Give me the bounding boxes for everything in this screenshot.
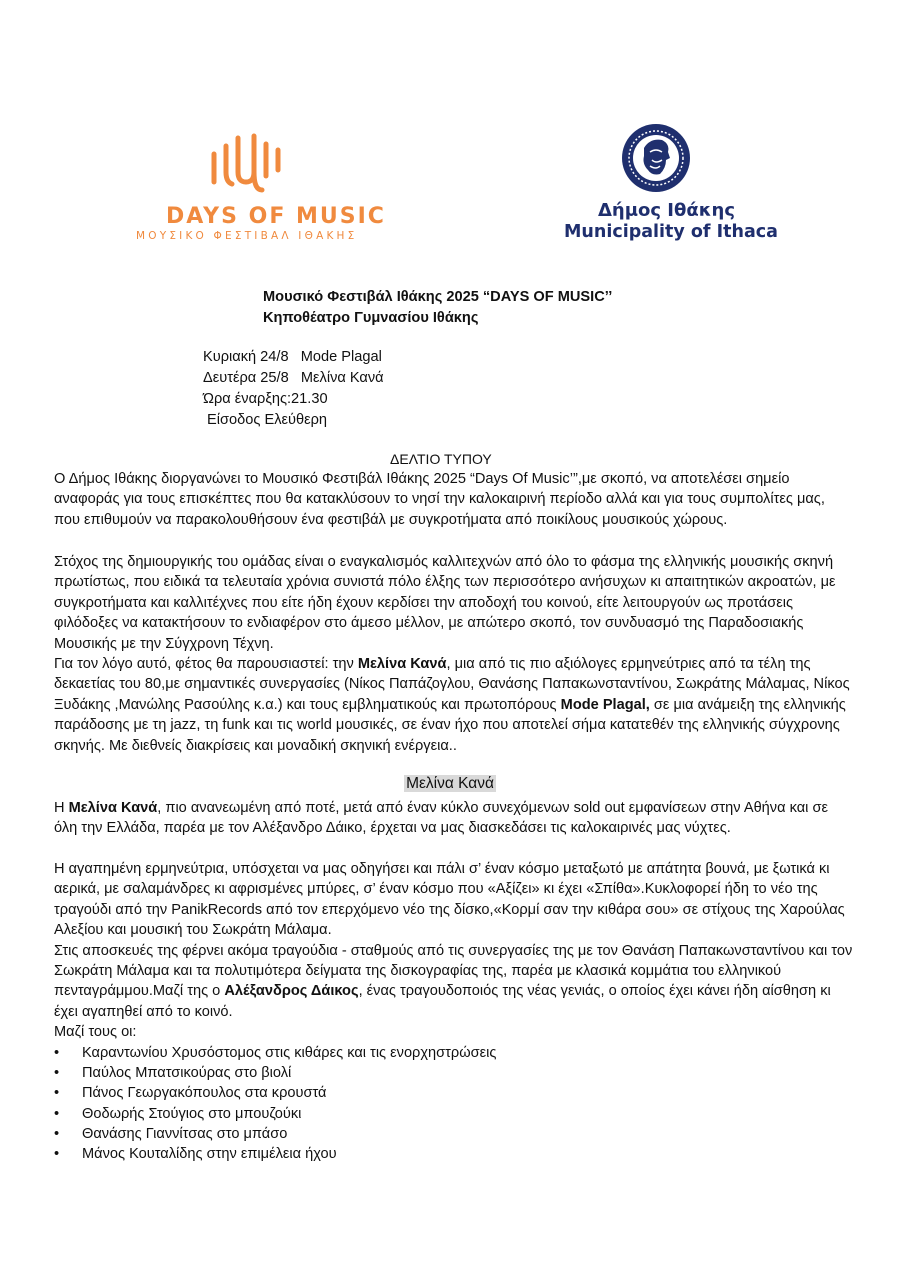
municipality-name-greek: Δήμος Ιθάκης	[598, 200, 735, 221]
days-of-music-subtitle: ΜΟΥΣΙΚΟ ΦΕΣΤΙΒΑΛ ΙΘΑΚΗΣ	[136, 230, 358, 242]
days-of-music-title: DAYS OF MUSIC	[166, 204, 386, 229]
list-item: • Θανάσης Γιαννίτσας στο μπάσο	[54, 1124, 496, 1144]
list-item: • Θοδωρής Στούγιος στο μπουζούκι	[54, 1104, 496, 1124]
schedule-line: Κυριακή 24/8 Mode Plagal	[203, 349, 382, 365]
festival-header	[263, 287, 612, 329]
municipality-name-english: Municipality of Ithaca	[564, 222, 778, 242]
list-item: • Καραντωνίου Χρυσόστομος στις κιθάρες και τις ενορχηστρώσεις	[54, 1043, 496, 1063]
sound-wave-icon	[208, 132, 288, 200]
paragraph-text: Στόχος της δημιουργικής του ομάδας είναι ο εναγκαλισμός καλλιτεχνών από όλο το φάσμα της ελληνικής μουσικής σκηνή πρωτίστως, που ειδικά τα τελευταία χρόνια συνιστά πόλο έλξης των περισσότερο ανήσυχων κι απαιτητικών ακροατών, με συγκροτήματα και καλλιτέχνες που είτε ήδη έχουν κερδίσει την αποδοχή του κοινού, είτε λειτουργούν ως προτάσεις φιλόδοξες να κατακτήσουν το ενδιαφέρον στο άμεσο μέλλον, με απώτερο σκοπό, τον συνδυασμό της Παραδοσιακής Μουσικής με την Σύγχρονη Τέχνη.	[54, 554, 836, 652]
days-of-music-logo	[136, 132, 386, 242]
intro-paragraph	[54, 469, 854, 530]
goal-paragraph	[54, 552, 854, 756]
schedule-line: Ώρα έναρξης:21.30	[203, 391, 328, 407]
band-members-list	[54, 1043, 496, 1164]
section-heading: Μελίνα Κανά	[406, 775, 494, 792]
paragraph-text: Ο Δήμος Ιθάκης διοργανώνει το Μουσικό Φεστιβάλ Ιθάκης 2025 “Days Of Music’”,με σκοπό, να αποτελέσει σημείο αναφοράς για τους επισκέπτες που θα κατακλύσουν το νησί την καλοκαιρινή περίοδο αλλά και για τους συμπολίτες μας, που επιθυμούν να παρακολουθήσουν ένα φεστιβάλ με συγκροτήματα από ποικίλους μουσικούς χώρους.	[54, 471, 825, 528]
list-item: • Μάνος Κουταλίδης στην επιμέλεια ήχου	[54, 1144, 496, 1164]
melina-details-paragraph	[54, 859, 854, 1043]
festival-venue: Κηποθέατρο Γυμνασίου Ιθάκης	[263, 310, 479, 326]
repertoire-paragraph: Στις αποσκευές της φέρνει ακόμα τραγούδια - σταθμούς από τις συνεργασίες της με τον Θανάση Παπακωνσταντίνου και τον Σωκράτη Μάλαμα και τα πολυτιμότερα δείγματα της δισκογραφίας της, παρέα με κλασικά κομμάτια του ελληνικού πενταγράμμου.Μαζί της ο Αλέξανδρος Δάικος, ένας τραγουδοποιός της νέας γενιάς, ο οποίος έχει κάνει ήδη αίσθηση κι έχει αγαπηθεί από το κοινό.	[54, 942, 853, 1020]
municipality-logo	[564, 122, 778, 248]
press-release-title: ΔΕΛΤΙΟ ΤΥΠΟΥ	[390, 451, 492, 467]
artist-name-melina: Μελίνα Κανά	[357, 656, 447, 673]
melina-intro-paragraph: Η Μελίνα Κανά, πιο ανανεωμένη από ποτέ, μετά από έναν κύκλο συνεχόμενων sold out εμφανίσεων στην Αθήνα και σε όλη την Ελλάδα, παρέα με τον Αλέξανδρο Δάικο, έρχεται να μας διασκεδάσει τις καλοκαιρινές μας νύχτες.	[54, 800, 828, 837]
artist-name-alexandros: Αλέξανδρος Δάικος	[224, 983, 359, 1000]
schedule-line: Δευτέρα 25/8 Μελίνα Κανά	[203, 370, 384, 386]
artist-name-melina: Μελίνα Κανά	[68, 800, 158, 816]
festival-title: Μουσικό Φεστιβάλ Ιθάκης 2025 “DAYS OF MUSIC’’	[263, 289, 613, 305]
artist-name-mode-plagal: Mode Plagal,	[560, 696, 650, 713]
schedule-line: Είσοδος Ελεύθερη	[203, 412, 328, 428]
list-item: • Πάνος Γεωργακόπουλος στα κρουστά	[54, 1083, 496, 1103]
paragraph-text: Η αγαπημένη ερμηνεύτρια, υπόσχεται να μας οδηγήσει και πάλι σ’ έναν κόσμο μεταξωτό με απάτητα βουνά, με ξωτικά κι αερικά, με σαλαμάνδρες κι αφρισμένες μπύρες, σ’ έναν κόσμο που «Αξίζει» κι έχει «Σπίθα».Κυκλοφορεί ήδη το νέο της τραγούδι από την PanikRecords από τον επερχόμενο νέο της δίσκο,«Κορμί σαν την κιθάρα σου» σε στίχους της Χαρούλας Αλεξίου και μουσική του Σωκράτη Μάλαμα.	[54, 861, 845, 939]
schedule	[203, 347, 384, 431]
list-item: • Παύλος Μπατσικούρας στο βιολί	[54, 1063, 496, 1083]
lineup-paragraph: Για τον λόγο αυτό, φέτος θα παρουσιαστεί: την Μελίνα Κανά, μια από τις πιο αξιόλογες ερμηνεύτριες από τα τέλη της δεκαετίας του 80,με σημαντικές συνεργασίες (Νίκος Παπάζογλου, Θανάσης Παπακωνσταντίνου, Σωκράτης Μάλαμας, Νίκος Ξυδάκης ,Μανώλης Ρασούλης κ.α.) και τους εμβληματικούς και πρωτοπόρους Mode Plagal, σε μια ανάμειξη της ελληνικής παράδοσης με τη jazz, τη funk και τις world μουσικές, σε έναν ήχο που αποτελεί σήμα κατατεθέν της ελληνικής σύγχρονης σκηνής. Με διεθνείς διακρίσεις και μοναδική σκηνική ενέργεια..	[54, 656, 850, 754]
with-them-label: Μαζί τους οι:	[54, 1024, 137, 1041]
odysseus-seal-icon	[620, 122, 692, 194]
